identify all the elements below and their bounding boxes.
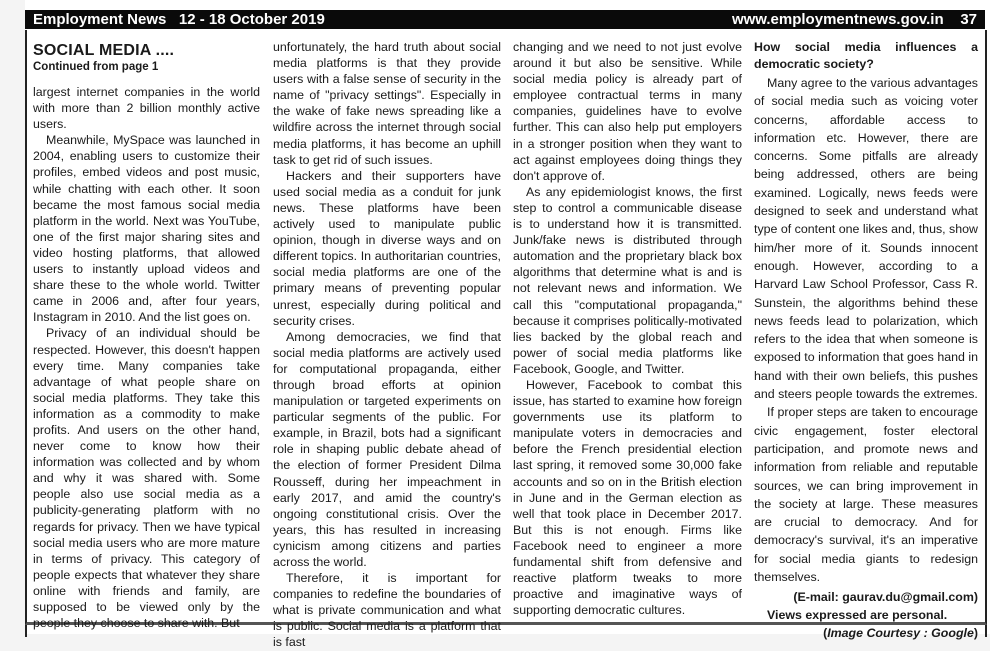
- paragraph: Among democracies, we find that social media platforms are actively used for computational propaganda, either through broad efforts at opinion manipulation or targeted experiments on particular segments of the public. For example, in Brazil, bots had a significant role in shaping public debate ahead of the election of former President Dilma Rousseff, during her impeachment in early 2017, and amid the country's ongoing constitutional crisis. Over the years, this has resulted in increasing cynicism among citizens and parties across the world.: [273, 329, 501, 569]
- newspaper-page: [25, 0, 990, 650]
- article-column-1: [33, 40, 260, 631]
- paragraph: Hackers and their supporters have used social media as a conduit for junk news. These platforms have been actively used to manipulate public opinion, though in diverse ways and on different topics. In authoritarian countries, social media platforms are one of the primary means of preventing popular unrest, especially during political and security crises.: [273, 168, 501, 328]
- website-url: www.employmentnews.gov.in: [731, 11, 944, 28]
- article-column-3: [513, 39, 742, 618]
- paragraph: Many agree to the various advantages of social media such as voicing voter concerns, affordable access to information etc. However, there are concerns. Some pitfalls are already being addressed, others are being examined. Logically, news feeds were designed to seek and understand what type of content one likes and, thus, show him/her more of it. Sounds innocent enough. However, according to a Harvard Law School Professor, Cass R. Sunstein, the algorithms behind these news feeds lead to polarization, which refers to the idea that when someone is exposed to information that goes hand in hand with their own beliefs, this pushes and steers people towards the extremes.: [754, 76, 978, 402]
- paragraph: However, Facebook to combat this issue, has started to examine how foreign governments use its platform to manipulate voters in democracies and before the French presidential election last spring, it removed some 30,000 fake accounts and so on in the British election in June and in the German election as well that took place in December 2017. But this is not enough. Firms like Facebook need to engineer a more fundamental shift from defensive and reactive platform tweaks to more proactive and imaginative ways of supporting democratic cultures.: [513, 377, 742, 618]
- masthead-right: [732, 10, 985, 29]
- next-section-frame: [25, 625, 987, 637]
- paragraph: Meanwhile, MySpace was launched in 2004, enabling users to customize their profiles, embed videos and post music, while chatting with each other. It soon became the most famous social media platform in the world. Next was YouTube, one of the first major sharing sites and video hosting platforms, that allowed users to instantly upload videos and share these to the whole world. Twitter came in 2006 and, after four years, Instagram in 2010. And the list goes on.: [33, 133, 260, 325]
- author-email: (E-mail: gaurav.du@gmail.com): [793, 590, 978, 605]
- publication-name: Employment News: [33, 11, 167, 28]
- article-frame: [25, 30, 987, 650]
- issue-dates: 12 - 18 October 2019: [178, 11, 325, 28]
- paragraph: As any epidemiologist knows, the first step to control a communicable disease is to understand how it is transmitted. Junk/fake news is distributed through automation and the proprietary black box algorithms that determine what is and is not relevant news and information. We call this "computational propaganda," because it comprises politically-motivated lies backed by the global reach and power of social media platforms like Facebook, Google, and Twitter.: [513, 184, 742, 376]
- article-headline: SOCIAL MEDIA ....: [33, 42, 175, 59]
- masthead-left: [25, 10, 325, 29]
- article-column-2: [273, 39, 501, 651]
- section-heading: How social media influences a democratic society?: [754, 40, 978, 71]
- article-column-4: [754, 39, 978, 642]
- paragraph: Therefore, it is important for companies to redefine the boundaries of what is private communication and what is public. Social media is a platform that is fast: [273, 571, 501, 650]
- masthead-bar: [25, 10, 985, 29]
- paragraph: If proper steps are taken to encourage civic engagement, foster electoral participation, and promote news and information from reliable and reputable sources, we can bring improvement in the society at large. These measures are crucial to democracy. And for democracy's survival, it's an imperative for social media giants to redesign themselves.: [754, 405, 978, 585]
- paragraph: unfortunately, the hard truth about social media platforms is that they provide users with a false sense of security in the name of "privacy settings". Especially in the wake of fake news spreading like a wildfire across the internet through social media platforms, it has become an uphill task to get rid of such issues.: [273, 40, 501, 167]
- image-credit-text: Image Courtesy : Google: [827, 626, 974, 641]
- continued-from-label: Continued from page 1: [33, 61, 159, 73]
- image-credit: (Image Courtesy : Google): [823, 626, 978, 641]
- paragraph: Privacy of an individual should be respected. However, this doesn't happen every time. Many companies take advantage of what people share on social media platforms. They take this information as a commodity to make profits. And users on the other hand, never come to know how their information was collected and by whom and why it was shared with. Some people also use social media as a publicity-generating platform with no regards for privacy. Then we have typical social media users who are more mature in terms of privacy. This category of people expects that whatever they share online with friends and family, are supposed to be viewed only by the people they choose to share with. But: [33, 326, 260, 631]
- paragraph: largest internet companies in the world with more than 2 billion monthly active users.: [33, 85, 260, 132]
- disclaimer: Views expressed are personal.: [767, 608, 948, 623]
- page-number: 37: [960, 11, 977, 28]
- paragraph: changing and we need to not just evolve around it but also be sensitive. While social media policy is already part of employee contractual terms in many companies, guidelines have to evolve further. This can also help put employers in a stronger position when they want to act against employees doing things they don't approve of.: [513, 40, 742, 183]
